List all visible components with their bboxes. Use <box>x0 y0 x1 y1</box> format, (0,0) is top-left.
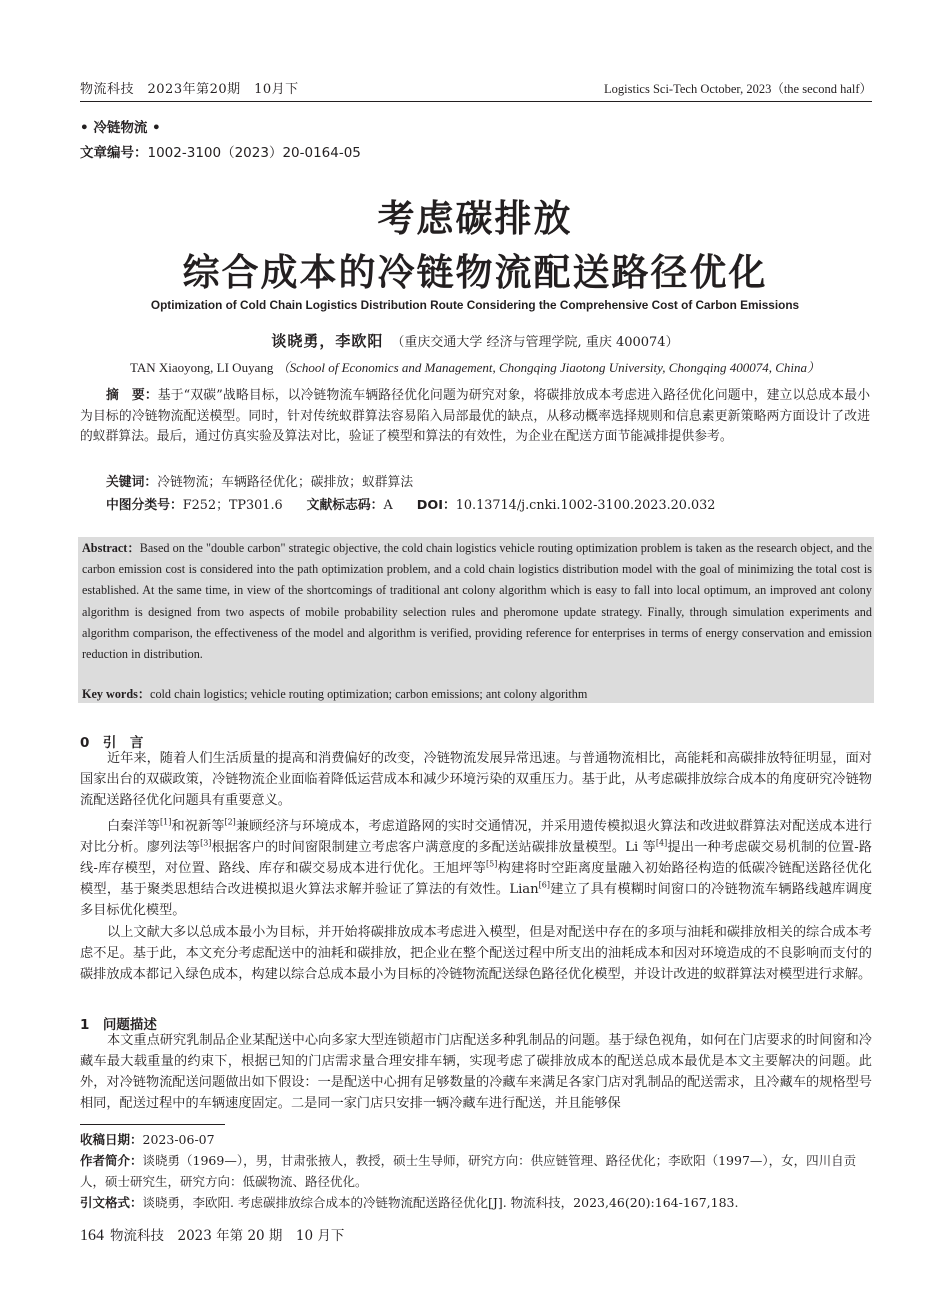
p2-text: 根据客户的时间窗限制建立考虑客户满意度的多配送站碳排放量模型。Li 等 <box>211 840 656 856</box>
article-number-value: 1002-3100（2023）20-0164-05 <box>147 145 361 161</box>
citation-ref: [2] <box>224 817 236 827</box>
abstract-cn <box>80 386 870 448</box>
abstract-en <box>82 538 872 665</box>
keywords-en-label: Key words： <box>82 687 151 701</box>
citation-ref: [4] <box>655 838 668 848</box>
title-line-1: 考虑碳排放 <box>377 197 573 240</box>
clc-label: 中图分类号： <box>106 498 183 513</box>
cite-label: 引文格式： <box>80 1195 143 1210</box>
running-header-left: 物流科技 2023年第20期 10月下 <box>80 82 299 97</box>
affiliation-cn: （重庆交通大学 经济与管理学院, 重庆 400074） <box>391 335 679 350</box>
body-paragraph-1: 近年来，随着人们生活质量的提高和消费偏好的改变，冷链物流发展异常迅速。与普通物流相比，高能耗和高碳排放特征明显，面对国家出台的双碳政策，冷链物流企业面临着降低运营成本和减少环境污染的双重压力。基于此，从考虑碳排放综合成本的角度研究冷链物流配送路径优化问题具有重要意义。 <box>80 751 872 809</box>
p2-text: 兼顾经济与环境成本，考虑道路网的实时交通情况，并采用遗传模拟退火算法和改进蚁群算法对配送成本进行对比分析。廖列法等 <box>80 819 873 856</box>
doi-value: 10.13714/j.cnki.1002-3100.2023.20.032 <box>455 498 716 513</box>
running-header-right: Logistics Sci-Tech October, 2023（the second half） <box>604 82 872 96</box>
authors-en <box>0 357 950 376</box>
title-line-2: 综合成本的冷链物流配送路径优化 <box>182 251 768 294</box>
p2-text: 和祝新等 <box>171 819 225 834</box>
article-number <box>80 141 361 161</box>
header-divider <box>80 101 872 102</box>
author-names-en: TAN Xiaoyong, LI Ouyang <box>129 360 274 375</box>
keywords-cn <box>106 471 413 490</box>
doc-code-label: 文献标志码： <box>306 498 384 513</box>
footnote-divider <box>80 1124 225 1125</box>
bio-label: 作者简介： <box>80 1153 143 1168</box>
doc-code-value: A <box>383 498 393 513</box>
keywords-cn-label: 关键词： <box>106 475 158 490</box>
footer-journal: 物流科技 2023 年第 20 期 10 月下 <box>110 1228 345 1244</box>
keywords-cn-text: 冷链物流；车辆路径优化；碳排放；蚁群算法 <box>157 475 414 490</box>
footnote-received <box>80 1130 872 1151</box>
citation-ref: [3] <box>200 838 212 848</box>
body-paragraph-2 <box>80 816 872 921</box>
abstract-cn-label: 摘 要： <box>106 388 158 403</box>
column-name: • 冷链物流 • <box>80 120 161 136</box>
received-date: 2023-06-07 <box>142 1132 215 1147</box>
footnote-author-bio <box>80 1151 872 1192</box>
received-label: 收稿日期： <box>80 1132 143 1147</box>
cite-text: 谈晓勇，李欧阳. 考虑碳排放综合成本的冷链物流配送路径优化[J]. 物流科技，2023,46(20):164-167,183. <box>142 1195 739 1210</box>
author-names-cn: 谈晓勇，李欧阳 <box>271 332 384 350</box>
p2-text: 建立了具有模糊时间窗口的冷链物流车辆路线越库调度多目标优化模型。 <box>80 882 873 919</box>
p2-text: 白秦洋等 <box>107 819 161 834</box>
keywords-en <box>82 685 587 702</box>
article-number-label: 文章编号： <box>80 145 148 161</box>
body-paragraph-3: 以上文献大多以总成本最小为目标，并开始将碳排放成本考虑进入模型，但是对配送中存在的多项与油耗和碳排放相关的综合成本考虑不足。基于此，本文充分考虑配送中的油耗和碳排放，把企业在整个配送过程中所支出的油耗成本和因对环境造成的不良影响而支付的碳排放成本都记入绿色成本，构建以综合总成本最小为目标的冷链物流配送绿色路径优化模型，并设计改进的蚁群算法对模型进行求解。 <box>80 925 872 983</box>
classification-line <box>106 494 715 513</box>
keywords-en-text: cold chain logistics; vehicle routing optimization; carbon emissions; ant colony algorithm <box>150 687 588 701</box>
p2-text: 提出一种考虑碳交易机制的位置-路线-库存模型，对位置、路线、库存和碳交易成本进行优化。王旭坪等 <box>80 840 872 877</box>
citation-ref: [6] <box>538 880 551 890</box>
abstract-cn-text: 基于“双碳”战略目标，以冷链物流车辆路径优化问题为研究对象，将碳排放成本考虑进入路径优化问题中，建立以总成本最小为目标的冷链物流配送模型。同时，针对传统蚁群算法容易陷入局部最优的缺点，从移动概率选择规则和信息素更新策略两方面设计了改进的蚁群算法。最后，通过仿真实验及算法对比，验证了模型和算法的有效性，为企业在配送方面节能减排提供参考。 <box>80 388 870 444</box>
affiliation-en: （School of Economics and Management, Chongqing Jiaotong University, Chongqing 400074, China） <box>276 360 821 375</box>
abstract-en-text: Based on the "double carbon" strategic objective, the cold chain logistics vehicle routing optimization problem is taken as the research object, and the carbon emission cost is considered into the path optimization problem, and a cold chain logistics distribution model with the goal of minimizing the total cost is established. At the same time, in view of the shortcomings of traditional ant colony algorithm which is easy to fall into local optimum, an improved ant colony algorithm is designed from two aspects of mobile probability selection rules and pheromone update strategy. Finally, through simulation experiments and algorithm comparison, the effectiveness of the model and algorithm is verified, providing reference for enterprises in terms of energy conservation and emission reduction in distribution. <box>82 541 872 662</box>
body-paragraph-4: 本文重点研究乳制品企业某配送中心向多家大型连锁超市门店配送多种乳制品的问题。基于绿色视角，如何在门店要求的时间窗和冷藏车最大载重量的约束下，根据已知的门店需求量合理安排车辆，实现考虑了碳排放成本的配送总成本最优是本文主要解决的问题。此外，对冷链物流配送问题做出如下假设：一是配送中心拥有足够数量的冷藏车来满足各家门店对乳制品的配送需求，且冷藏车的规格型号相同，配送过程中的车辆速度固定。二是同一家门店只安排一辆冷藏车进行配送，并且能够保 <box>80 1033 872 1112</box>
abstract-en-label: Abstract： <box>82 541 140 555</box>
citation-ref: [5] <box>486 859 498 869</box>
page-number: 164 <box>80 1227 104 1244</box>
section-heading-problem: 1 问题描述 <box>80 1017 157 1033</box>
page-footer <box>80 1224 344 1245</box>
authors-cn <box>0 330 950 351</box>
footnote-citation <box>80 1193 872 1214</box>
title-english: Optimization of Cold Chain Logistics Distribution Route Considering the Comprehensive Cost of Carbon Emissions <box>150 298 800 312</box>
section-heading-introduction: 0 引 言 <box>80 735 144 751</box>
p2-text: 构建将时空距离度量融入初始路径构造的低碳冷链配送路径优化模型，基于聚类思想结合改进模拟退火算法求解并验证了算法的有效性。Lian <box>80 861 872 898</box>
bio-text: 谈晓勇（1969—），男，甘肃张掖人，教授，硕士生导师，研究方向：供应链管理、路径优化；李欧阳（1997—），女，四川自贡人，硕士研究生，研究方向：低碳物流、路径优化。 <box>80 1153 857 1189</box>
doi-label: DOI： <box>416 498 456 513</box>
citation-ref: [1] <box>160 817 172 827</box>
clc-value: F252；TP301.6 <box>182 498 283 513</box>
